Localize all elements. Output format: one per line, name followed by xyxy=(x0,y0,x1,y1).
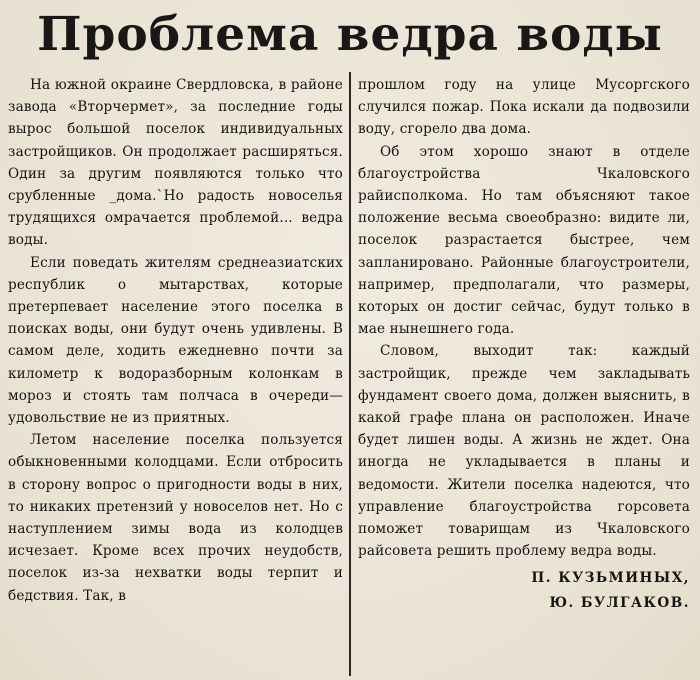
right-column xyxy=(358,74,690,616)
left-paragraph-2: Если поведать жителям среднеазиатских республик о мытарствах, которые претерпевает население этого поселка в поисках воды, они будут очень удивлены. В самом деле, ходить ежедневно почти за километр к водоразборным колонкам в мороз и стоять там полчаса в очереди—удовольствие не из приятных. xyxy=(8,254,343,427)
right-paragraph-3: Словом, выходит так: каждый застройщик, прежде чем закладывать фундамент своего дома, должен выяснить, в какой графе плана он расположен. Иначе будет лишен воды. А жизнь не ждет. Она иногда не укладывается в планы и ведомости. Жители поселка надеются, что управление благоустройства горсовета поможет товарищам из Чкаловского райсовета решить проблему ведра воды. xyxy=(358,343,690,560)
left-paragraph-1: На южной окраине Свердловска, в районе завода «Вторчермет», за последние годы вырос большой поселок индивидуальных застройщиков. Он продолжает расширяться. Один за другим появляются только что срубленные _дома.`Но радость новоселья трудящихся омрачается проблемой... ведра воды. xyxy=(8,77,343,249)
article-headline: Проблема ведра воды xyxy=(37,7,663,62)
author-1: П. КУЗЬМИНЫХ, xyxy=(531,570,690,587)
author-2: Ю. БУЛГАКОВ. xyxy=(549,595,690,612)
right-paragraph-1: прошлом году на улице Мусоргского случился пожар. Пока искали да подвозили воду, сгорело два дома. xyxy=(358,77,690,138)
column-divider xyxy=(349,72,351,676)
left-column xyxy=(8,74,343,607)
left-paragraph-3: Летом население поселка пользуется обыкновенными колодцами. Если отбросить в сторону вопрос о пригодности воды в них, то никаких претензий у новоселов нет. Но с наступлением зимы вода из колодцев исчезает. Кроме всех прочих неудобств, поселок из-за нехватки воды терпит и бедствия. Так, в xyxy=(8,432,343,604)
author-signature xyxy=(358,566,690,616)
right-paragraph-2: Об этом хорошо знают в отделе благоустройства Чкаловского райисполкома. Но там объясняют такое положение весьма своеобразно: видите ли, поселок разрастается быстрее, чем запланировано. Районные благоустроители, например, предполагали, что размеры, которых он достиг сейчас, будут только в мае нынешнего года. xyxy=(358,143,690,338)
